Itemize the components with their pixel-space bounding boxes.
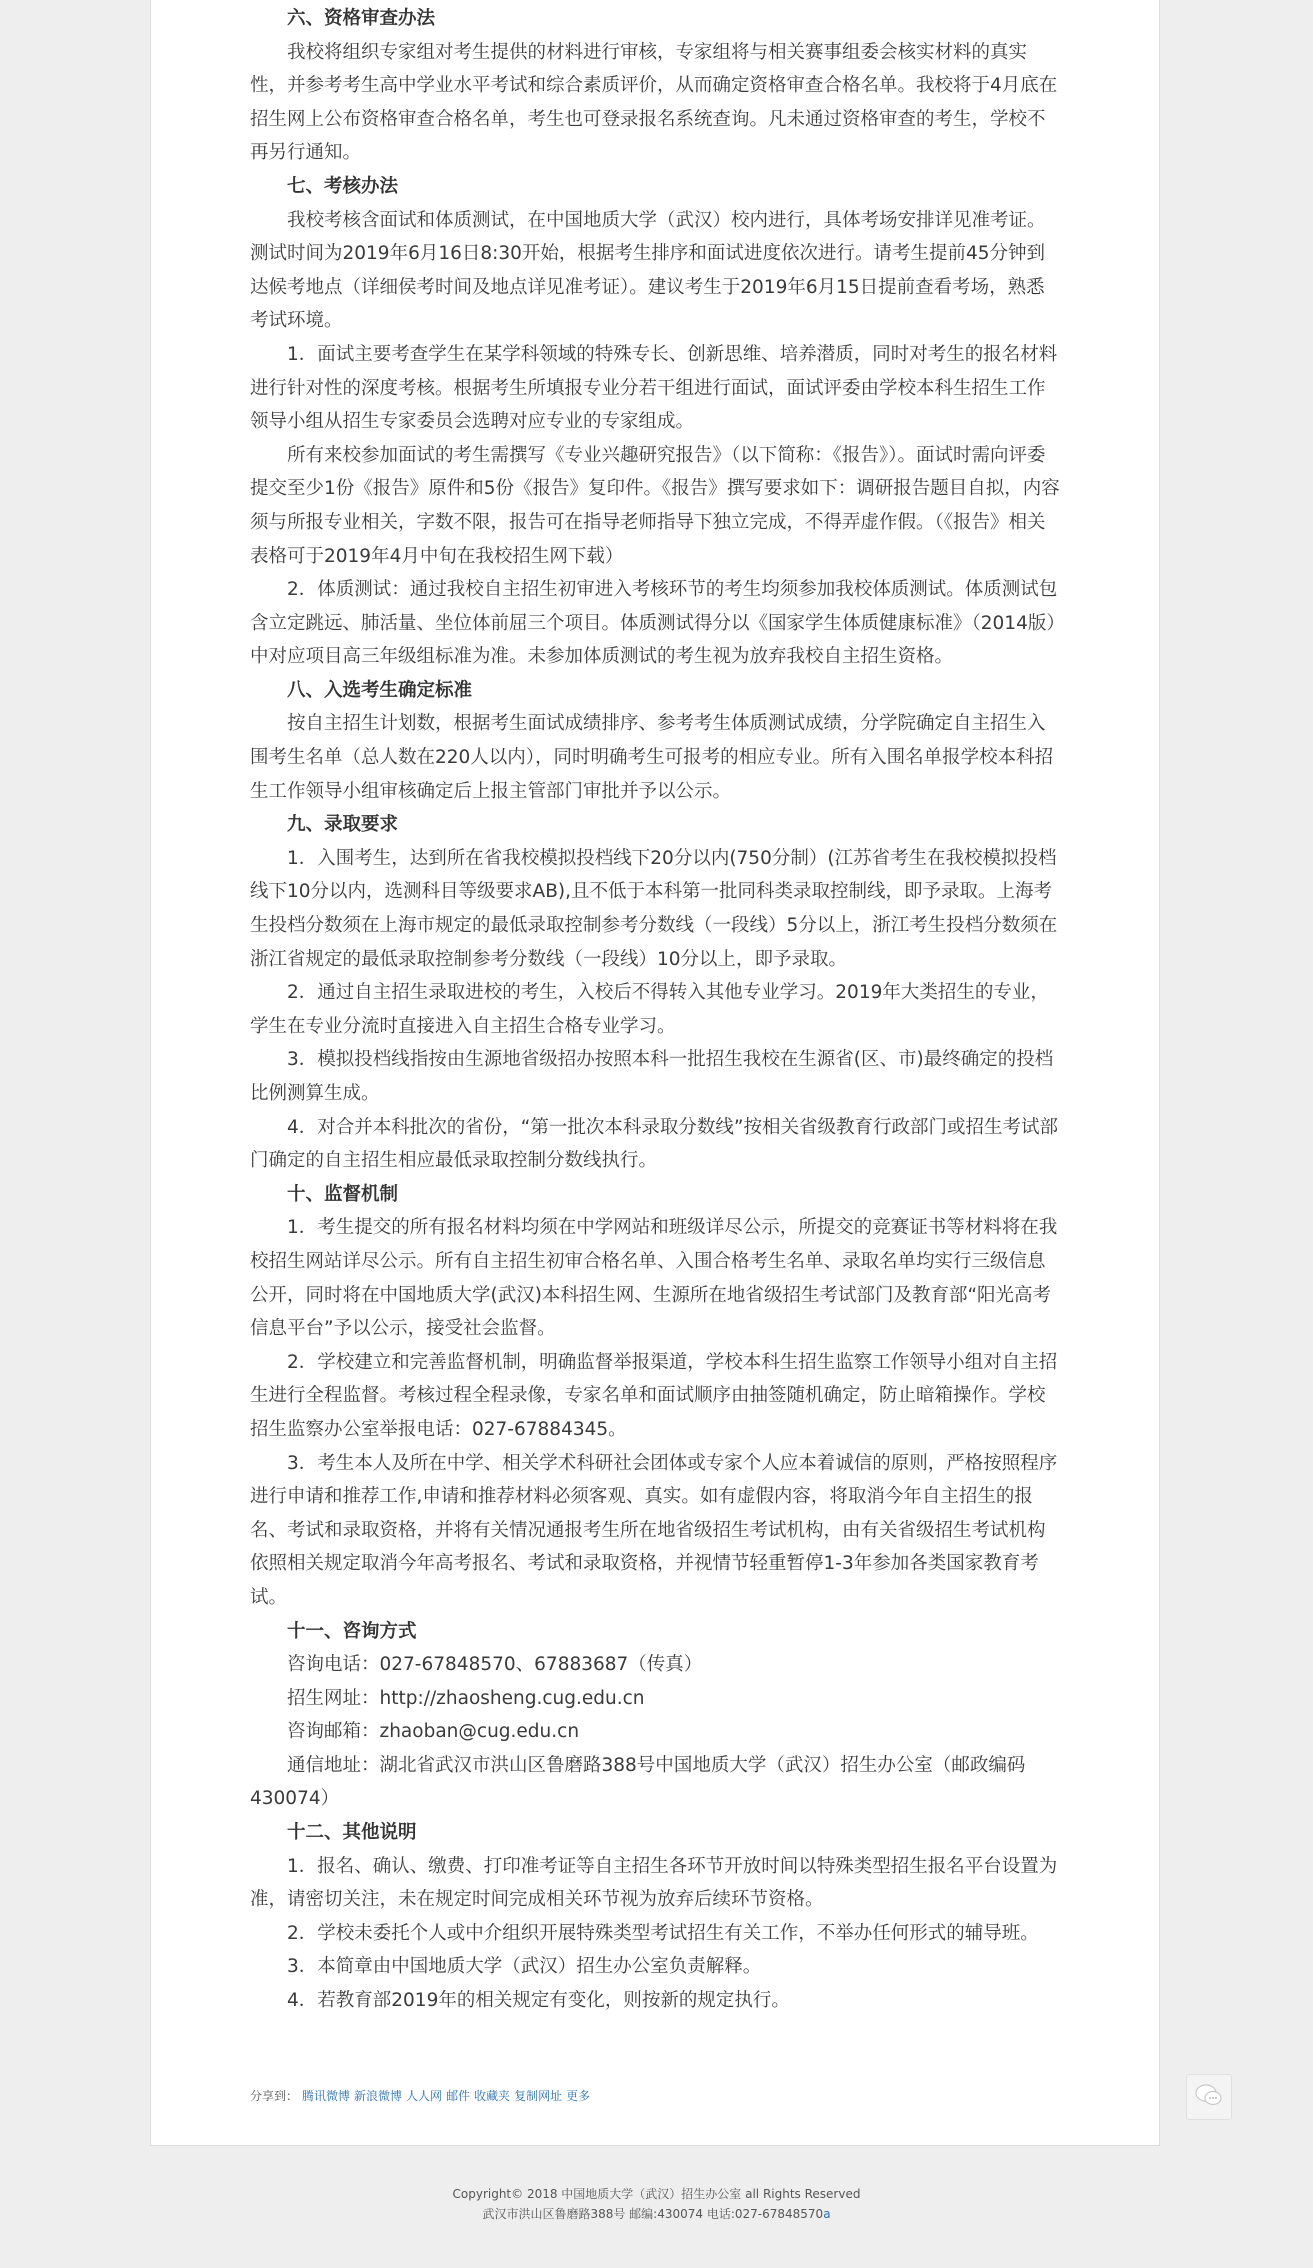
article-paragraph: 2．通过自主招生录取进校的考生，入校后不得转入其他专业学习。2019年大类招生的专业，学生在专业分流时直接进入自主招生合格专业学习。	[250, 982, 1049, 1037]
share-link[interactable]: 人人网	[406, 2089, 443, 2103]
footer-address: 武汉市洪山区鲁磨路388号 邮编:430074 电话:027-67848570	[482, 2207, 824, 2221]
article-paragraph: 1．入围考生，达到所在省我校模拟投档线下20分以内(750分制）(江苏省考生在我校模拟投档线下10分以内，选测科目等级要求AB),且不低于本科第一批同科类录取控制线，即予录取。上海考生投档分数须在上海市规定的最低录取控制参考分数线（一段线）5分以上，浙江考生投档分数须在浙江省规定的最低录取控制参考分数线（一段线）10分以上，即予录取。	[250, 847, 1058, 970]
share-links	[302, 2089, 594, 2103]
section-heading: 九、录取要求	[287, 814, 399, 836]
footer-copyright: Copyright© 2018 中国地质大学（武汉）招生办公室 all Rights Reserved	[452, 2187, 861, 2201]
article-paragraph: 1．面试主要考查学生在某学科领域的特殊专长、创新思维、培养潜质，同时对考生的报名材料进行针对性的深度考核。根据考生所填报专业分若干组进行面试，面试评委由学校本科生招生工作领导小组从招生专家委员会选聘对应专业的专家组成。	[250, 343, 1058, 433]
share-link[interactable]: 邮件	[446, 2089, 471, 2103]
article-paragraph: 3．本简章由中国地质大学（武汉）招生办公室负责解释。	[287, 1956, 762, 1978]
article-paragraph: 1．报名、确认、缴费、打印准考证等自主招生各环节开放时间以特殊类型招生报名平台设置为准，请密切关注，未在规定时间完成相关环节视为放弃后续环节资格。	[250, 1855, 1058, 1911]
chat-bubble-icon	[1194, 2083, 1224, 2111]
footer-address-link[interactable]: a	[823, 2207, 831, 2221]
share-link[interactable]: 收藏夹	[474, 2089, 511, 2103]
article-paragraph: 2．体质测试：通过我校自主招生初审进入考核环节的考生均须参加我校体质测试。体质测试包含立定跳远、肺活量、坐位体前屈三个项目。体质测试得分以《国家学生体质健康标准》（2014版）中对应项目高三年级组标准为准。未参加体质测试的考生视为放弃我校自主招生资格。	[250, 579, 1058, 668]
section-heading: 十一、咨询方式	[287, 1620, 417, 1642]
article-paragraph: 3．模拟投档线指按由生源地省级招办按照本科一批招生我校在生源省(区、市)最终确定的投档比例测算生成。	[250, 1049, 1054, 1104]
share-link[interactable]: 更多	[566, 2089, 591, 2103]
share-link[interactable]: 复制网址	[514, 2089, 563, 2103]
article-paragraph: 招生网址：http://zhaosheng.cug.edu.cn	[287, 1687, 645, 1709]
article-paragraph: 我校考核含面试和体质测试，在中国地质大学（武汉）校内进行，具体考场安排详见准考证。测试时间为2019年6月16日8:30开始，根据考生排序和面试进度依次进行。请考生提前45分钟到达候考地点（详细侯考时间及地点详见准考证）。建议考生于2019年6月15日提前查看考场，熟悉考试环境。	[250, 209, 1046, 332]
article-paragraph: 2．学校未委托个人或中介组织开展特殊类型考试招生有关工作，不举办任何形式的辅导班。	[287, 1922, 1039, 1944]
article-paragraph: 咨询邮箱：zhaoban@cug.edu.cn	[287, 1721, 580, 1743]
article-paragraph: 1．考生提交的所有报名材料均须在中学网站和班级详尽公示，所提交的竞赛证书等材料将在我校招生网站详尽公示。所有自主招生初审合格名单、入围合格考生名单、录取名单均实行三级信息公开，同时将在中国地质大学(武汉)本科招生网、生源所在地省级招生考试部门及教育部“阳光高考信息平台”予以公示，接受社会监督。	[250, 1217, 1058, 1340]
article-paragraph: 按自主招生计划数，根据考生面试成绩排序、参考考生体质测试成绩，分学院确定自主招生入围考生名单（总人数在220人以内），同时明确考生可报考的相应专业。所有入围名单报学校本科招生工作领导小组审核确定后上报主管部门审批并予以公示。	[250, 713, 1054, 802]
site-footer	[0, 2184, 1313, 2224]
article-paragraph: 4．若教育部2019年的相关规定有变化，则按新的规定执行。	[287, 1990, 790, 2012]
share-link[interactable]: 新浪微博	[354, 2089, 403, 2103]
article-body	[250, 2, 1060, 2018]
share-label: 分享到：	[250, 2089, 299, 2103]
share-link[interactable]: 腾讯微博	[302, 2089, 351, 2103]
article-paragraph: 所有来校参加面试的考生需撰写《专业兴趣研究报告》（以下简称：《报告》）。面试时需向评委提交至少1份《报告》原件和5份《报告》复印件。《报告》撰写要求如下：调研报告题目自拟，内容须与所报专业相关，字数不限，报告可在指导老师指导下独立完成，不得弄虚作假。（《报告》相关表格可于2019年4月中旬在我校招生网下载）	[250, 444, 1060, 567]
footer-address-line	[0, 2204, 1313, 2224]
chat-float-button[interactable]	[1186, 2074, 1232, 2120]
article-paragraph: 2．学校建立和完善监督机制，明确监督举报渠道，学校本科生招生监察工作领导小组对自主招生进行全程监督。考核过程全程录像，专家名单和面试顺序由抽签随机确定，防止暗箱操作。学校招生监察办公室举报电话：027-67884345。	[250, 1351, 1058, 1440]
section-heading: 七、考核办法	[287, 175, 399, 197]
article-paragraph: 3．考生本人及所在中学、相关学术科研社会团体或专家个人应本着诚信的原则，严格按照程序进行申请和推荐工作,申请和推荐材料必须客观、真实。如有虚假内容，将取消今年自主招生的报名、考试和录取资格，并将有关情况通报考生所在地省级招生考试机构，由有关省级招生考试机构依照相关规定取消今年高考报名、考试和录取资格，并视情节轻重暂停1-3年参加各类国家教育考试。	[250, 1452, 1058, 1608]
article-paragraph: 我校将组织专家组对考生提供的材料进行审核，专家组将与相关赛事组委会核实材料的真实性，并参考考生高中学业水平考试和综合素质评价，从而确定资格审查合格名单。我校将于4月底在招生网上公布资格审查合格名单，考生也可登录报名系统查询。凡未通过资格审查的考生，学校不再另行通知。	[250, 41, 1058, 164]
section-heading: 八、入选考生确定标准	[287, 679, 473, 701]
section-heading: 六、资格审查办法	[287, 8, 436, 29]
section-heading: 十、监督机制	[287, 1183, 399, 1205]
section-heading: 十二、其他说明	[287, 1822, 417, 1844]
share-bar	[250, 2087, 594, 2104]
article-paragraph: 4．对合并本科批次的省份，“第一批次本科录取分数线”按相关省级教育行政部门或招生考试部门确定的自主招生相应最低录取控制分数线执行。	[250, 1116, 1058, 1172]
article-paragraph: 咨询电话：027-67848570、67883687（传真）	[287, 1654, 703, 1676]
article-paragraph: 通信地址：湖北省武汉市洪山区鲁磨路388号中国地质大学（武汉）招生办公室（邮政编码430074）	[250, 1754, 1026, 1810]
article-card	[150, 0, 1160, 2146]
